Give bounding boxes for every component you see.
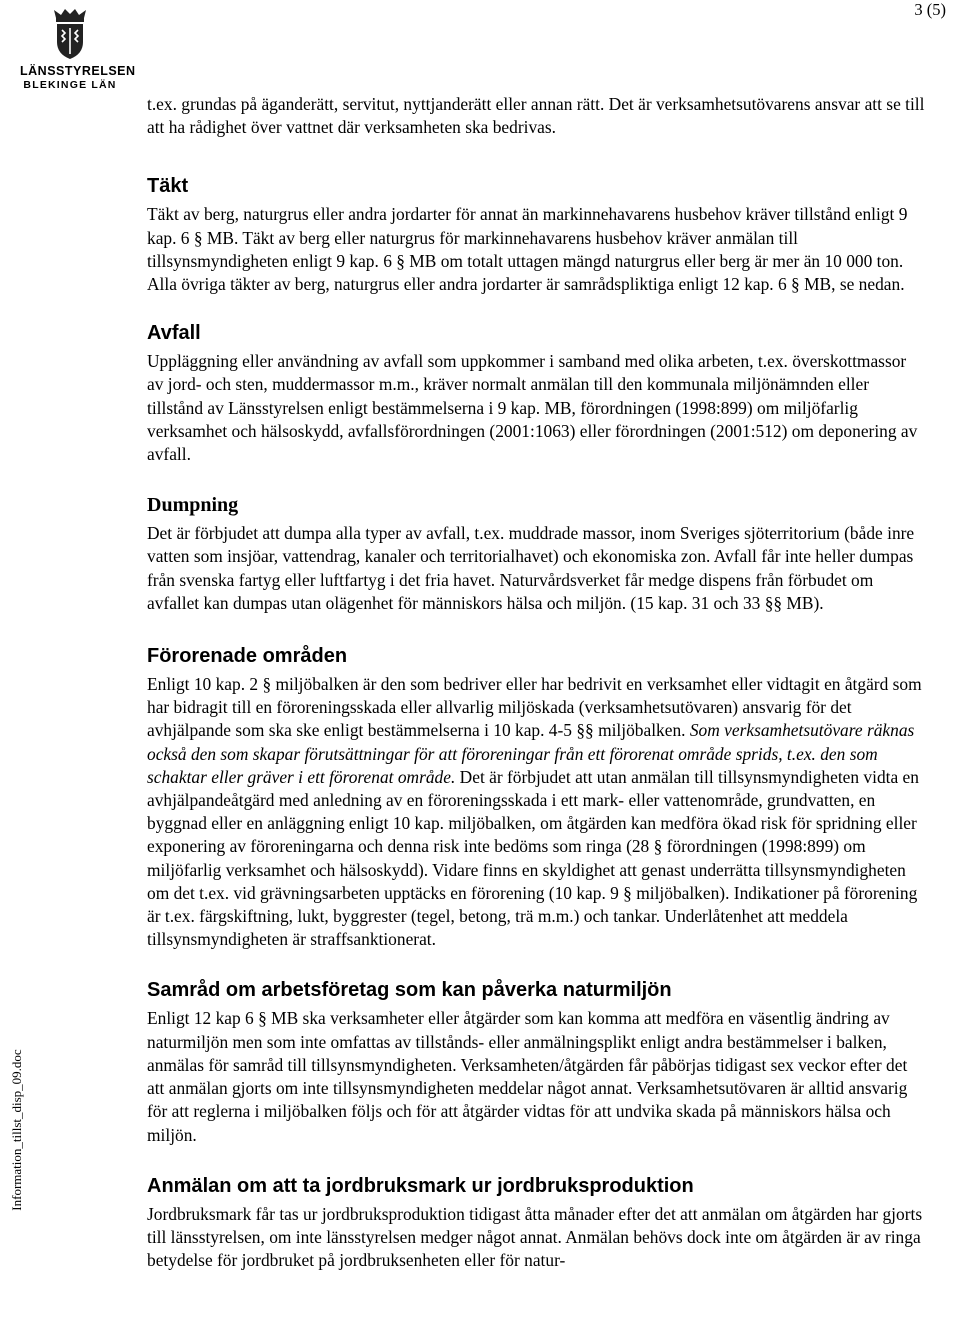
section-takt [147, 173, 925, 296]
intro-paragraph: t.ex. grundas på äganderätt, servitut, nyttjanderätt eller annan rätt. Det är verksamhetsutövarens ansvar att se till att ha rådighet över vattnet där verksamheten ska bedrivas. [147, 94, 925, 138]
document-body [147, 93, 925, 1272]
agency-logo [20, 8, 136, 91]
heading-samrad: Samråd om arbetsföretag som kan påverka naturmiljön [147, 979, 672, 1002]
paragraph-fororenade-italic: Som verksamhetsutövare räknas också den som skapar förutsättningar för att föroreningar från ett förorenat område sprids, t.ex. den som schaktar eller gräver i ett förorenat område. [147, 720, 915, 787]
heading-avfall: Avfall [147, 322, 201, 345]
paragraph-samrad: Enligt 12 kap 6 § MB ska verksamheter eller åtgärder som kan komma att medföra en väsentlig ändring av naturmiljön men som inte omfattas av tillstånds- eller anmälningsplikt enligt andra bestämmelser i balken, anmälas för samråd till tillsynsmyndigheten. Verksamheten/åtgärden får påbörjas tidigast sex veckor efter det att anmälan gjorts om inte tillsynsmyndigheten meddelar något annat. Verksamhetsutövaren är alltid ansvarig för att reglerna i miljöbalken följs och för att åtgärder vidtas för att undvika skada på människors hälsa och miljön. [147, 1008, 908, 1145]
paragraph-fororenade [147, 673, 925, 951]
paragraph-dumpning: Det är förbjudet att dumpa alla typer av avfall, t.ex. muddrade massor, inom Sveriges sjöterritorium (både inre vatten som insjöar, vattendrag, kanaler och territorialhavet) och ekonomiska zon. Avfall får inte heller dumpas från svenska fartyg eller luftfartyg i det fria havet. Naturvårdsverket får medge dispens från förbudet om avfallet kan dumpas utan olägenhet för människors hälsa och miljön. (15 kap. 31 och 33 §§ MB). [147, 523, 915, 613]
page-number: 3 (5) [914, 0, 946, 19]
section-dumpning [147, 492, 925, 615]
section-fororenade [147, 643, 925, 951]
heading-jordbruksmark: Anmälan om att ta jordbruksmark ur jordbruksproduktion [147, 1174, 694, 1197]
paragraph-jordbruksmark: Jordbruksmark får tas ur jordbruksproduktion tidigast åtta månader efter det att anmälan om åtgärden har gjorts till länsstyrelsen, om inte länsstyrelsen medger något annat. Anmälan behövs dock inte om åtgärden är av ringa betydelse för jordbruket på jordbruksenheten eller för natur- [147, 1203, 923, 1271]
paragraph-fororenade-part1: Enligt 10 kap. 2 § miljöbalken är den som bedriver eller har bedrivit en verksamhet eller vidtagit en åtgärd som har bidragit till en föroreningsskada eller allvarlig miljöskada (verksamhetsutövaren) ansvarig för det avhjälpande som ska ske enligt bestämmelserna i 10 kap. 4-5 §§ miljöbalken. [147, 674, 922, 741]
section-avfall [147, 320, 925, 466]
heading-fororenade: Förorenade områden [147, 645, 348, 668]
crown-shield-icon [48, 8, 92, 60]
heading-dumpning: Dumpning [147, 494, 239, 517]
logo-text-line2: BLEKINGE LÄN [23, 79, 117, 91]
document-filename: Information_tillst_disp_09.doc [9, 1049, 24, 1211]
section-samrad [147, 977, 925, 1146]
logo-text-line1: LÄNSSTYRELSEN [20, 64, 136, 78]
paragraph-avfall: Uppläggning eller användning av avfall som uppkommer i samband med olika arbeten, t.ex. överskottmassor av jord- och sten, muddermassor m.m., kräver normalt anmälan till den kommunala miljönämnden eller tillstånd av Länsstyrelsen enligt bestämmelserna i 9 kap. MB, förordningen (1998:899) om miljöfarlig verksamhet och hälsoskydd, avfallsförordningen (2001:1063) eller förordningen (2001:512) om deponering av avfall. [147, 351, 918, 465]
heading-takt: Täkt [147, 175, 189, 198]
section-jordbruksmark [147, 1173, 925, 1273]
paragraph-takt: Täkt av berg, naturgrus eller andra jordarter för annat än markinnehavarens husbehov kräver tillstånd enligt 9 kap. 6 § MB. Täkt av berg eller naturgrus för markinnehavarens husbehov kräver anmälan till tillsynsmyndigheten enligt 9 kap. 6 § MB om totalt uttagen mängd naturgrus eller berg är mer än 10 000 ton. Alla övriga täkter av berg, naturgrus eller andra jordarter är samrådspliktiga enligt 12 kap. 6 § MB, se nedan. [147, 204, 908, 295]
paragraph-fororenade-part2: Det är förbjudet att utan anmälan till tillsynsmyndigheten vidta en avhjälpandeåtgärd med anledning av en föroreningsskada i ett mark- eller vattenområde, grundvatten, en byggnad eller en anläggning enligt 10 kap. miljöbalken, om åtgärden kan medföra ökad risk för spridning eller exponering av föroreningarna och denna risk inte bedöms som ringa (28 § förordningen (1998:899) om miljöfarlig verksamhet och hälsoskydd). Vidare finns en skyldighet att genast underrätta tillsynsmyndigheten om det t.ex. vid grävningsarbeten upptäcks en förorening (10 kap. 9 § miljöbalken). Indikationer på förorening är t.ex. färgskiftning, lukt, byggrester (tegel, betong, trä m.m.) och tankar. Underlåtenhet att meddela tillsynsmyndigheten är straffsanktionerat. [147, 766, 919, 950]
